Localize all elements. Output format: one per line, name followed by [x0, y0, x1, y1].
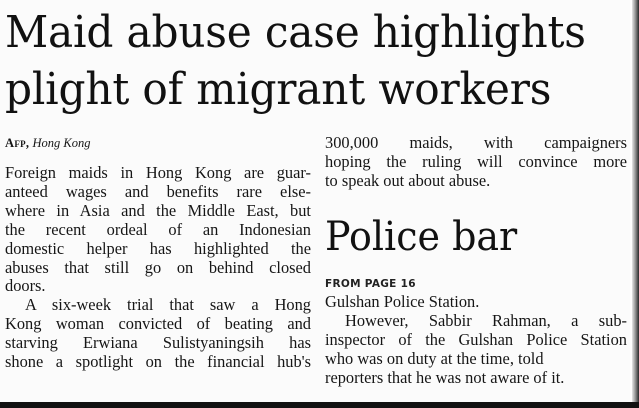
- text-line: starving Erwiana Sulistyaningsih has: [5, 333, 311, 353]
- text-line: Gulshan Police Station.: [325, 292, 480, 311]
- jump-line: FROM PAGE 16: [325, 278, 416, 290]
- text-line: shone a spotlight on the financial hub's: [5, 352, 311, 372]
- text-line: doors.: [5, 276, 46, 296]
- text-line: Kong woman convicted of beating and: [5, 314, 311, 334]
- text-line: abuses that still go on behind closed: [5, 257, 311, 277]
- text-line: domestic helper has highlighted the: [5, 238, 311, 258]
- text-line: to speak out about abuse.: [325, 170, 491, 190]
- text-line: 300,000 maids, with campaigners: [325, 133, 627, 152]
- bottom-edge: [0, 402, 639, 408]
- byline-agency: Afp,: [5, 136, 30, 150]
- second-story-body: [325, 293, 627, 388]
- text-line: However, Sabbir Rahman, a sub-: [345, 310, 627, 330]
- text-line: A six-week trial that saw a Hong: [25, 295, 311, 315]
- text-line: who was on duty at the time, told: [325, 348, 544, 368]
- text-line: where in Asia and the Middle East, but: [5, 200, 311, 220]
- text-line: anteed wages and benefits rare else-: [5, 181, 311, 201]
- page-edge-shadow: [632, 0, 639, 408]
- text-line: inspector of the Gulshan Police Station: [325, 329, 627, 349]
- text-line: reporters that he was not aware of it.: [325, 367, 565, 387]
- headline-line-2: plight of migrant workers: [5, 64, 552, 115]
- text-line: the recent ordeal of an Indonesian: [5, 219, 311, 239]
- story-column-right: [325, 134, 627, 191]
- second-story-paragraph-1: [325, 293, 627, 312]
- story-column-left: [5, 134, 311, 372]
- story-paragraph-2-continued: [325, 134, 627, 191]
- text-line: Foreign maids in Hong Kong are guar-: [5, 163, 311, 182]
- story-paragraph-1: [5, 164, 311, 296]
- headline-line-1: Maid abuse case highlights: [5, 7, 586, 58]
- second-story-headline: Police bar: [325, 214, 518, 260]
- story-paragraph-2: [5, 296, 311, 372]
- headline: [5, 4, 602, 118]
- byline: [5, 134, 311, 152]
- second-story-paragraph-2: [325, 312, 627, 388]
- byline-place: Hong Kong: [32, 136, 91, 150]
- text-line: hoping the ruling will convince more: [325, 151, 627, 171]
